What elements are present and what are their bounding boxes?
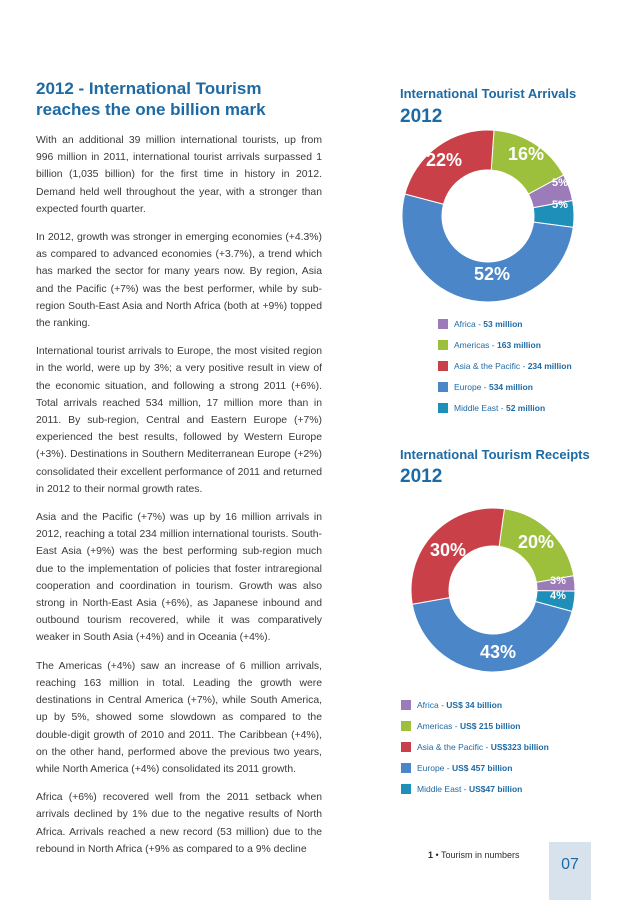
legend-region: Africa - — [454, 319, 484, 329]
legend-text — [417, 741, 549, 753]
legend-value: US$47 billion — [468, 784, 523, 794]
legend-region: Asia & the Pacific - — [417, 742, 491, 752]
chapter-number: 1 — [428, 850, 434, 860]
legend-region: Americas - — [417, 721, 460, 731]
page-number-badge — [549, 842, 591, 900]
donut-label-americas: 20% — [517, 532, 555, 552]
legend-value: US$323 billion — [490, 742, 549, 752]
receipts-donut-chart — [408, 508, 578, 672]
legend-swatch — [438, 382, 448, 392]
arrivals-donut-chart — [396, 130, 580, 302]
legend-value: US$ 457 billion — [451, 763, 513, 773]
donut-label-europe: 43% — [479, 642, 517, 662]
legend-text — [417, 720, 520, 732]
legend-region: Americas - — [454, 340, 497, 350]
arrivals-chart-year: 2012 — [400, 106, 443, 127]
paragraph: With an additional 39 million international tourists, up from 996 million in 2011, international tourist arrivals surpassed 1 billion (1,035 billion) for the first time in history in 2012. Demand held well throughout the year, with a stronger than expected fourth quarter. — [36, 135, 322, 215]
page-number: 07 — [561, 856, 579, 873]
legend-swatch — [401, 763, 411, 773]
donut-hole — [442, 170, 534, 262]
legend-swatch — [401, 721, 411, 731]
donut-label-africa: 5% — [552, 177, 568, 189]
footer-bullet: • — [435, 850, 439, 860]
paragraph: Africa (+6%) recovered well from the 2011 setback when arrivals declined by 1% due to the negative results of North Africa. Arrivals reached a new record (53 million) due to the rebound in North Africa (+9% as compared to a 9% decline — [36, 792, 322, 855]
donut-label-africa: 3% — [550, 575, 566, 587]
article-heading — [36, 78, 322, 120]
legend-value: 534 million — [488, 382, 533, 392]
legend-value: 53 million — [483, 319, 523, 329]
heading-line-1: 2012 - International Tourism — [36, 79, 262, 98]
paragraph: In 2012, growth was stronger in emerging economies (+4.3%) as compared to advanced economies (+3.7%), a trend which has marked the sector for many years now. By region, Asia and the Pacific (+7%) was the best performer, while by sub-region South-East Asia and North Africa (both at +9%) topped the ranking. — [36, 232, 322, 330]
legend-region: Europe - — [417, 763, 452, 773]
legend-region: Middle East - — [417, 784, 469, 794]
legend-swatch — [438, 319, 448, 329]
legend-value: US$ 34 billion — [446, 700, 503, 710]
receipts-chart-year: 2012 — [400, 466, 443, 487]
legend-text — [454, 402, 545, 414]
legend-text — [454, 360, 572, 372]
donut-label-europe: 52% — [473, 264, 511, 284]
legend-text — [454, 381, 533, 393]
arrivals-chart-title: International Tourist Arrivals — [400, 86, 577, 101]
chapter-title: Tourism in numbers — [441, 850, 520, 860]
legend-text — [454, 339, 541, 351]
receipts-chart-title: International Tourism Receipts — [400, 447, 590, 462]
heading-line-2: reaches the one billion mark — [36, 100, 266, 119]
legend-text — [417, 699, 502, 711]
legend-value: 234 million — [527, 361, 572, 371]
legend-swatch — [401, 700, 411, 710]
legend-value: 163 million — [496, 340, 541, 350]
donut-label-asia_pacific: 22% — [425, 150, 463, 170]
legend-region: Africa - — [417, 700, 447, 710]
paragraph: The Americas (+4%) saw an increase of 6 million arrivals, reaching 163 million in total. Leading the growth were destinations in Central America (+7%), while South America, up by 5%, showed some slowdown as compared to the double-digit growth of 2010 and 2011. The Caribbean (+4%), on the other hand, performed above the previous two years, while North America (+4%) consolidated its 2011 growth. — [36, 660, 322, 775]
donut-label-asia_pacific: 30% — [429, 540, 467, 560]
legend-swatch — [401, 742, 411, 752]
donut-label-americas: 16% — [507, 144, 545, 164]
paragraph: International tourist arrivals to Europe, the most visited region in the world, were up by 3%; a very positive result in view of the economic situation, and following a strong 2011 (+6%). Total arrivals reached 534 million, 17 million more than in 2011. By sub-region, Central and Eastern Europe (+7%) experienced the best results, followed by Western Europe (+3%). Destinations in Southern Mediterranean Europe (+2%) consolidated their excellent performance of 2011 and returned in 2012 to their normal growth rates. — [36, 346, 322, 495]
legend-value: US$ 215 billion — [459, 721, 521, 731]
legend-text — [417, 762, 512, 774]
legend-region: Europe - — [454, 382, 489, 392]
donut-label-middle_east: 4% — [550, 590, 566, 602]
legend-region: Asia & the Pacific - — [454, 361, 528, 371]
legend-swatch — [438, 340, 448, 350]
paragraph: Asia and the Pacific (+7%) was up by 16 million arrivals in 2012, reaching a total 234 million international tourists. South-East Asia (+9%) was the best performing sub-region much due to the implementation of policies that foster intraregional cooperation and coordination in tourism. Growth was also strong in North-East Asia (+6%), as Japanese inbound and outbound tourism recovered, while it was comparatively weaker in South Asia (+4%) and in Oceania (+4%). — [36, 512, 322, 644]
article — [36, 78, 322, 869]
legend-region: Middle East - — [454, 403, 506, 413]
legend-swatch — [438, 403, 448, 413]
legend-text — [454, 318, 523, 330]
donut-label-middle_east: 5% — [552, 199, 568, 211]
legend-value: 52 million — [505, 403, 546, 413]
legend-swatch — [438, 361, 448, 371]
footer — [428, 850, 520, 860]
legend-text — [417, 783, 522, 795]
legend-swatch — [401, 784, 411, 794]
